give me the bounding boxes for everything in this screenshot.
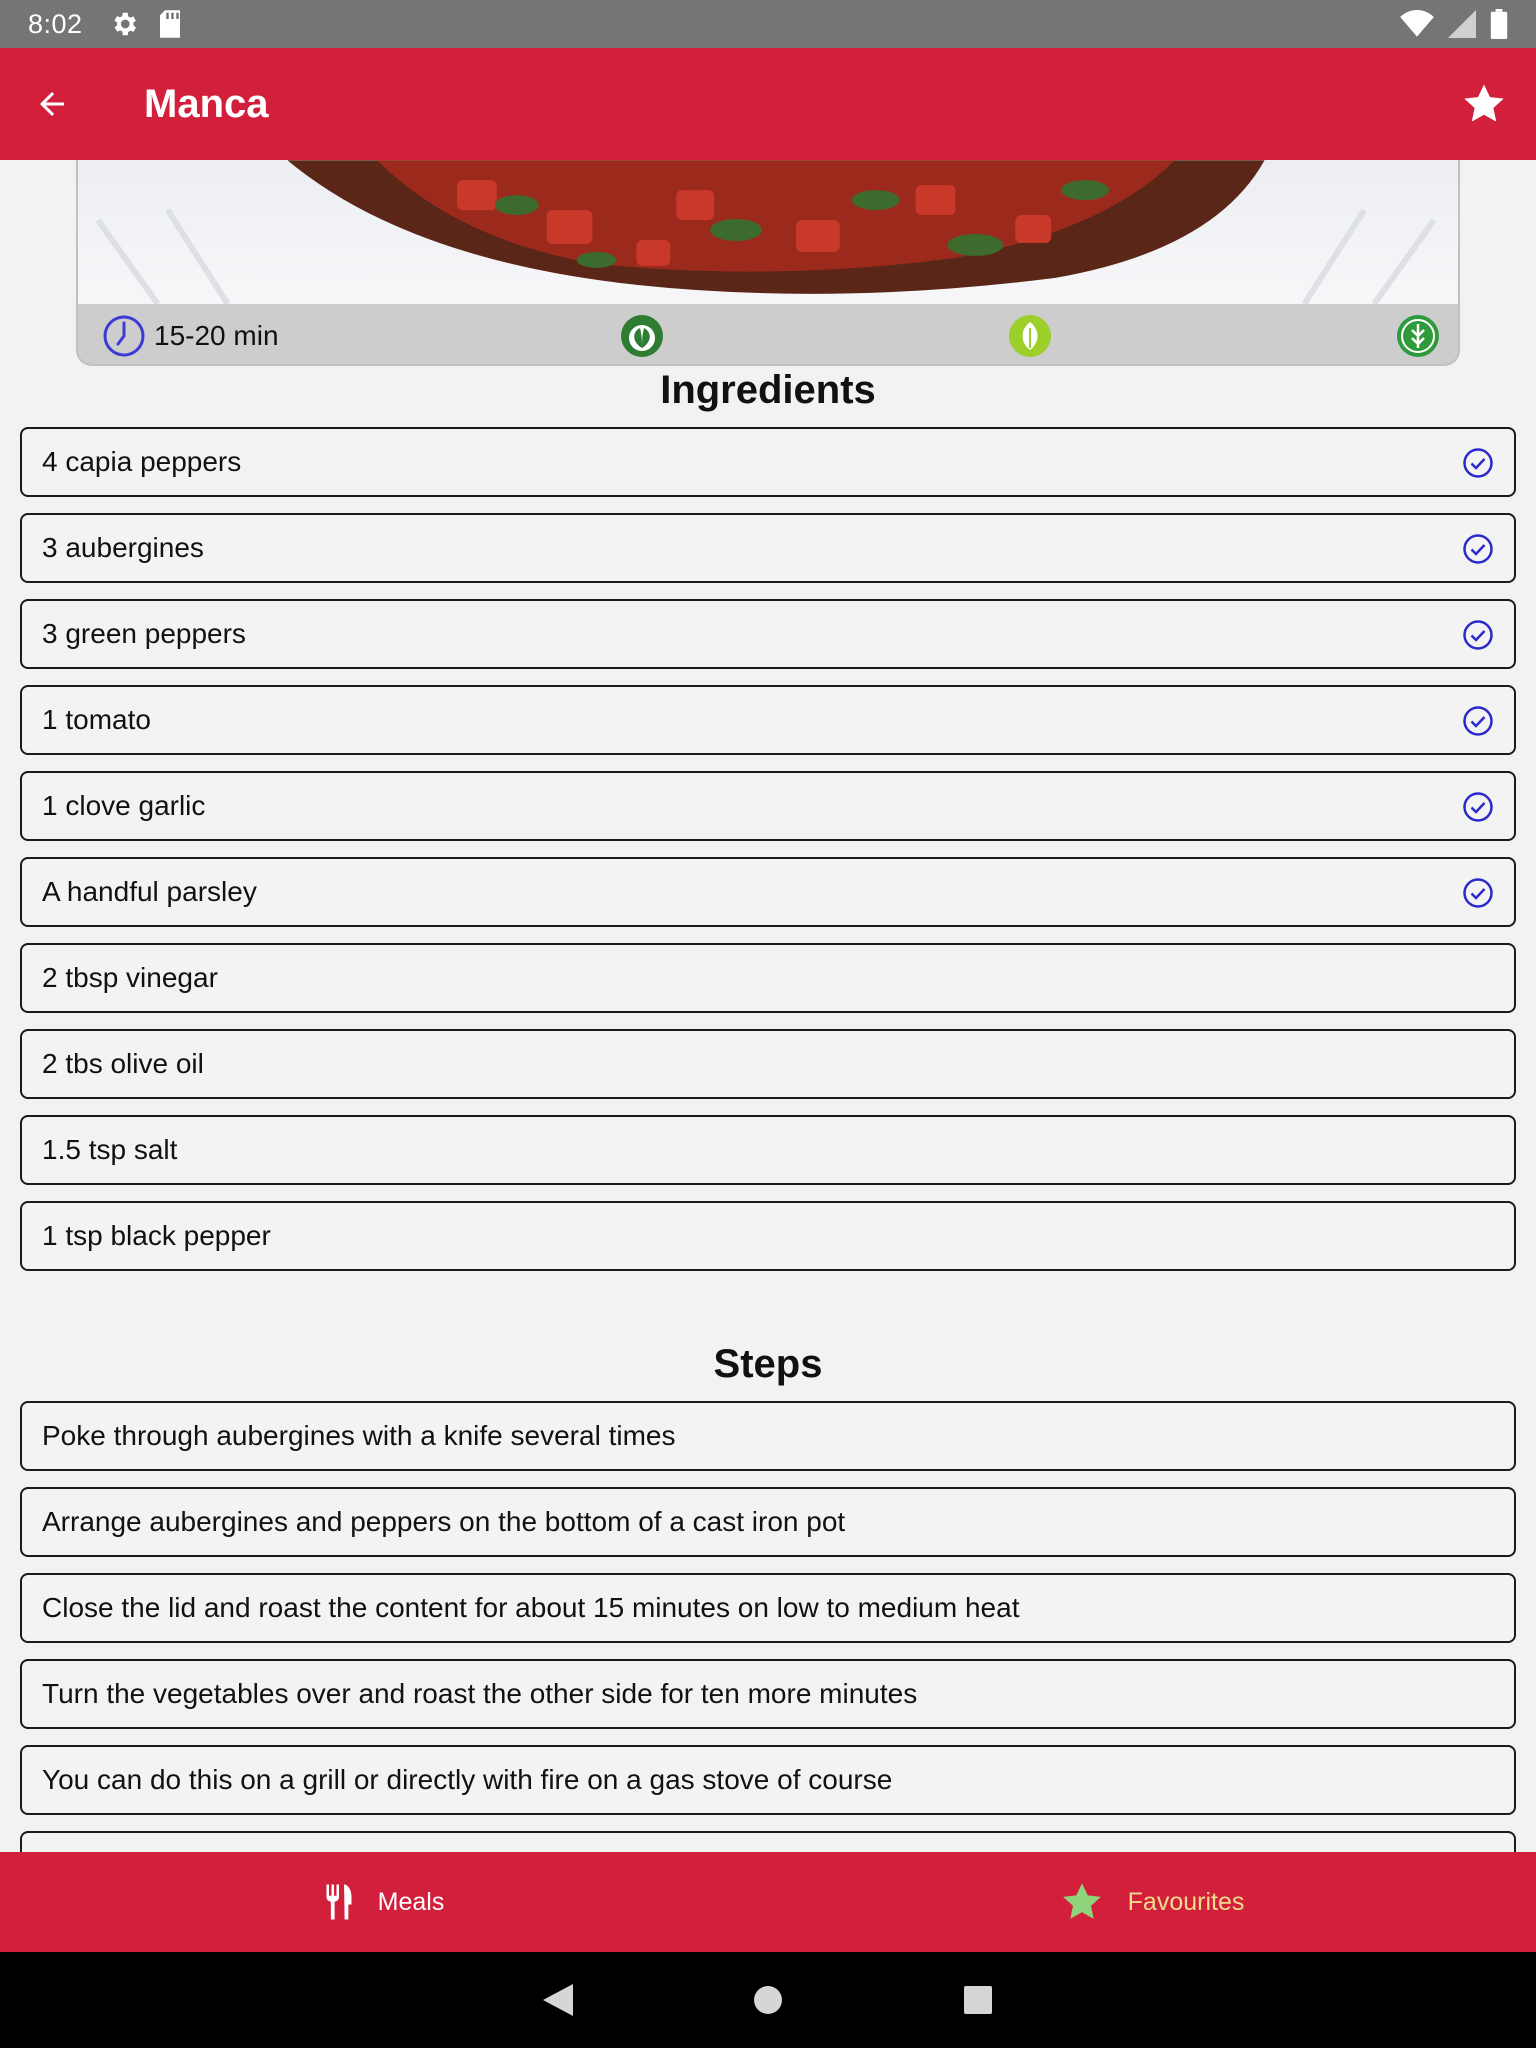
ingredient-item[interactable] bbox=[20, 943, 1516, 1013]
recipe-content[interactable] bbox=[0, 160, 1536, 1852]
back-button[interactable] bbox=[0, 48, 104, 160]
step-text: Turn the vegetables over and roast the other side for ten more minutes bbox=[42, 1678, 918, 1709]
prep-time bbox=[102, 314, 279, 358]
star-icon bbox=[1461, 81, 1507, 127]
nav-meals[interactable] bbox=[0, 1852, 768, 1952]
recipe-info-bar bbox=[78, 304, 1458, 366]
check-circle-icon bbox=[1462, 447, 1494, 479]
prep-time-value: 15-20 min bbox=[154, 320, 279, 351]
step-item[interactable] bbox=[20, 1745, 1516, 1815]
step-text: Close the lid and roast the content for about 15 minutes on low to medium heat bbox=[42, 1592, 1020, 1623]
circle-home-icon bbox=[752, 1984, 784, 2016]
star-icon bbox=[1060, 1880, 1104, 1924]
ingredient-label: 1 tomato bbox=[42, 704, 151, 735]
recipe-image bbox=[78, 160, 1458, 304]
arrow-back-icon bbox=[34, 86, 70, 122]
app-bar bbox=[0, 48, 1536, 160]
square-recents-icon bbox=[963, 1985, 993, 2015]
step-item[interactable] bbox=[20, 1573, 1516, 1643]
battery-icon bbox=[1490, 9, 1508, 39]
ingredient-label: 2 tbs olive oil bbox=[42, 1048, 204, 1079]
check-circle-icon bbox=[1462, 877, 1494, 909]
ingredient-label: 1 tsp black pepper bbox=[42, 1220, 271, 1251]
nav-favourites-label: Favourites bbox=[1127, 1887, 1245, 1916]
vegetarian-icon bbox=[1008, 314, 1052, 358]
step-item[interactable] bbox=[20, 1487, 1516, 1557]
ingredient-label: A handful parsley bbox=[42, 876, 257, 907]
gluten-free-icon bbox=[1396, 314, 1440, 358]
settings-icon bbox=[109, 9, 139, 39]
page-title: Manca bbox=[144, 81, 269, 126]
ingredient-item[interactable] bbox=[20, 427, 1516, 497]
nav-meals-label: Meals bbox=[377, 1887, 445, 1916]
ingredient-item[interactable] bbox=[20, 1029, 1516, 1099]
steps-title: Steps bbox=[713, 1342, 823, 1386]
ingredient-item[interactable] bbox=[20, 771, 1516, 841]
step-text: You can do this on a grill or directly with fire on a gas stove of course bbox=[42, 1764, 893, 1795]
ingredient-item[interactable] bbox=[20, 857, 1516, 927]
ingredient-label: 1.5 tsp salt bbox=[42, 1134, 178, 1165]
system-home-button[interactable] bbox=[738, 1970, 798, 2030]
step-text: Arrange aubergines and peppers on the bottom of a cast iron pot bbox=[42, 1506, 846, 1537]
ingredient-label: 2 tbsp vinegar bbox=[42, 962, 218, 993]
wifi-icon bbox=[1400, 10, 1434, 38]
check-circle-icon bbox=[1462, 791, 1494, 823]
vegan-icon bbox=[620, 314, 664, 358]
ingredient-label: 3 aubergines bbox=[42, 532, 204, 563]
check-circle-icon bbox=[1462, 705, 1494, 737]
ingredient-item[interactable] bbox=[20, 685, 1516, 755]
recipe-card bbox=[76, 160, 1460, 366]
ingredients-title: Ingredients bbox=[660, 368, 876, 412]
ingredient-label: 3 green peppers bbox=[42, 618, 246, 649]
step-item[interactable] bbox=[20, 1831, 1516, 1852]
clock-icon bbox=[102, 314, 146, 358]
ingredient-item[interactable] bbox=[20, 513, 1516, 583]
ingredient-item[interactable] bbox=[20, 599, 1516, 669]
system-recents-button[interactable] bbox=[948, 1970, 1008, 2030]
system-back-button[interactable] bbox=[528, 1970, 588, 2030]
check-circle-icon bbox=[1462, 619, 1494, 651]
sd-card-icon bbox=[157, 9, 183, 39]
check-circle-icon bbox=[1462, 533, 1494, 565]
system-navigation-bar bbox=[0, 1952, 1536, 2048]
ingredient-item[interactable] bbox=[20, 1115, 1516, 1185]
step-item[interactable] bbox=[20, 1401, 1516, 1471]
step-text: Poke through aubergines with a knife several times bbox=[42, 1420, 676, 1451]
favourite-button[interactable] bbox=[1432, 48, 1536, 160]
triangle-back-icon bbox=[541, 1982, 575, 2018]
restaurant-icon bbox=[324, 1883, 354, 1921]
status-time: 8:02 bbox=[28, 8, 83, 39]
nav-favourites[interactable] bbox=[768, 1852, 1536, 1952]
step-item[interactable] bbox=[20, 1659, 1516, 1729]
signal-icon bbox=[1448, 10, 1476, 38]
ingredient-item[interactable] bbox=[20, 1201, 1516, 1271]
ingredient-label: 1 clove garlic bbox=[42, 790, 206, 821]
status-bar bbox=[0, 0, 1536, 48]
ingredient-label: 4 capia peppers bbox=[42, 446, 242, 477]
bottom-navigation bbox=[0, 1852, 1536, 1952]
